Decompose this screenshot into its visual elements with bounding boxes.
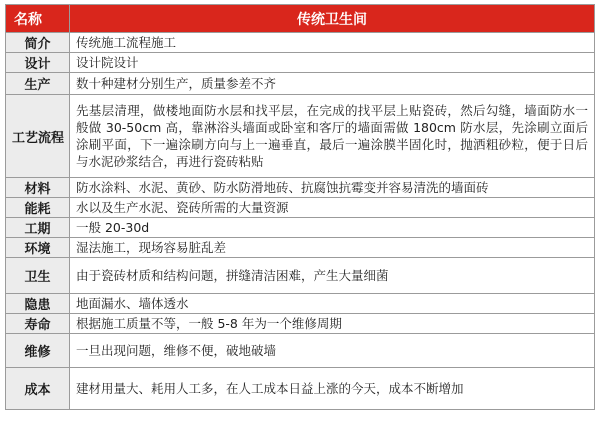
table-row-process [6, 95, 595, 178]
table-row-design [6, 53, 595, 73]
row-value: 防水涂料、水泥、黄砂、防水防滑地砖、抗腐蚀抗霉变并容易清洗的墙面砖 [70, 178, 595, 198]
table-row-cost [6, 368, 595, 410]
row-label: 环境 [6, 238, 70, 258]
row-value: 水以及生产水泥、瓷砖所需的大量资源 [70, 198, 595, 218]
row-value: 设计院设计 [70, 53, 595, 73]
table-row-production [6, 73, 595, 95]
row-value: 先基层清理，做楼地面防水层和找平层，在完成的找平层上贴瓷砖，然后勾缝，墙面防水一般做 30-50cm 高，靠淋浴头墙面或卧室和客厅的墙面需做 180cm 防水层，先涂刷立面后涂刷平面，下一遍涂刷方向与上一遍垂直，最后一遍涂膜半固化时，抛洒粗砂粒，便于日后与水泥砂浆结合，再进行瓷砖粘贴 [70, 95, 595, 178]
row-value: 一般 20-30d [70, 218, 595, 238]
row-label: 工期 [6, 218, 70, 238]
row-label: 材料 [6, 178, 70, 198]
row-value: 建材用量大、耗用人工多，在人工成本日益上涨的今天，成本不断增加 [70, 368, 595, 410]
row-value: 数十种建材分别生产，质量参差不齐 [70, 73, 595, 95]
table-header-row [6, 5, 595, 33]
row-label: 能耗 [6, 198, 70, 218]
row-label: 隐患 [6, 294, 70, 314]
row-value: 湿法施工，现场容易脏乱差 [70, 238, 595, 258]
table-row-environment [6, 238, 595, 258]
row-label: 寿命 [6, 314, 70, 334]
row-label: 简介 [6, 33, 70, 53]
row-value: 传统施工流程施工 [70, 33, 595, 53]
header-label-cell: 名称 [6, 5, 70, 33]
row-value: 由于瓷砖材质和结构问题，拼缝清洁困难，产生大量细菌 [70, 258, 595, 294]
table-row-hazards [6, 294, 595, 314]
traditional-bathroom-spec-table [5, 4, 595, 410]
table-row-maintenance [6, 334, 595, 368]
row-value: 地面漏水、墙体透水 [70, 294, 595, 314]
table-row-energy [6, 198, 595, 218]
header-value-cell: 传统卫生间 [70, 5, 595, 33]
row-label: 成本 [6, 368, 70, 410]
table-row-lifespan [6, 314, 595, 334]
row-value: 根据施工质量不等，一般 5-8 年为一个维修周期 [70, 314, 595, 334]
table-row-intro [6, 33, 595, 53]
row-label: 工艺流程 [6, 95, 70, 178]
table-row-materials [6, 178, 595, 198]
row-label: 生产 [6, 73, 70, 95]
row-label: 维修 [6, 334, 70, 368]
row-value: 一旦出现问题，维修不便，破地破墙 [70, 334, 595, 368]
table-row-hygiene [6, 258, 595, 294]
row-label: 卫生 [6, 258, 70, 294]
row-label: 设计 [6, 53, 70, 73]
table-row-duration [6, 218, 595, 238]
comparison-table-container [5, 4, 594, 410]
